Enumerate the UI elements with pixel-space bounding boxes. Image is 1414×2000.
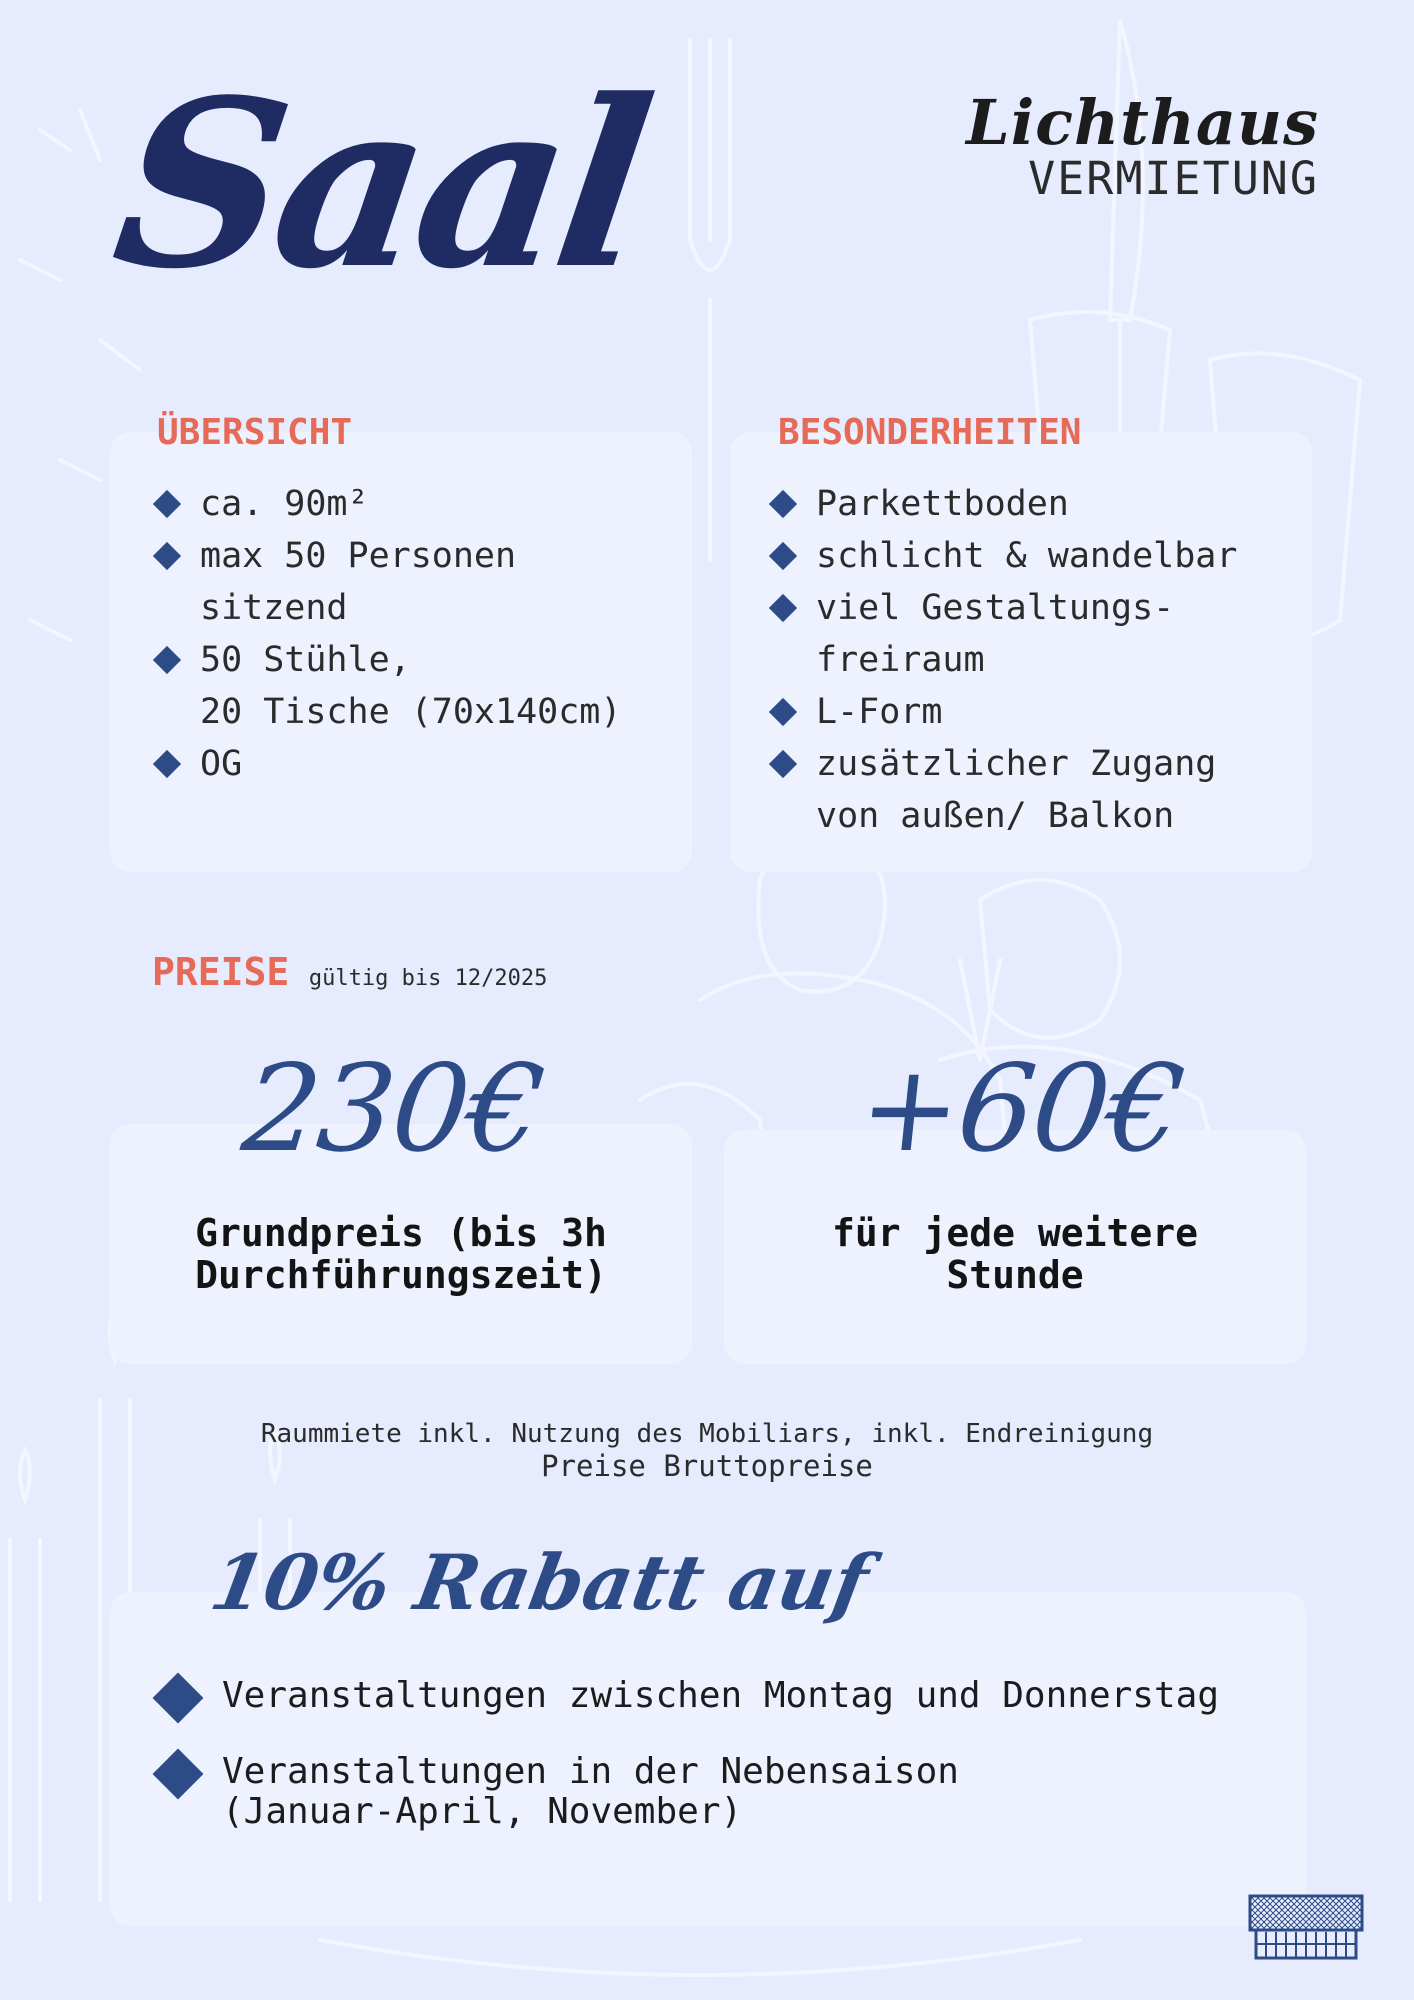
diamond-icon: [769, 594, 797, 622]
discount-heading: 10% Rabatt auf: [204, 1538, 875, 1627]
diamond-icon: [153, 646, 181, 674]
overview-item-text: max 50 Personen sitzend: [200, 536, 517, 628]
list-item: [766, 478, 1306, 530]
overview-list: [150, 478, 680, 790]
prices-validity-note: gültig bis 12/2025: [308, 966, 548, 991]
list-item: [150, 634, 680, 738]
list-item: [150, 478, 680, 530]
brand-name: Lichthaus: [966, 86, 1319, 159]
features-heading: BESONDERHEITEN: [778, 412, 1082, 453]
price-note-line: Preise Bruttopreise: [541, 1449, 873, 1483]
list-item: [766, 582, 1306, 686]
page-title: Saal: [101, 50, 659, 320]
list-item: [150, 738, 680, 790]
discount-item-text: Veranstaltungen zwischen Montag und Donnerstag: [222, 1675, 1219, 1716]
extra-price-value: +60€: [852, 1040, 1189, 1179]
overview-item-text: OG: [200, 744, 243, 784]
list-item: [766, 738, 1306, 842]
diamond-icon: [769, 698, 797, 726]
list-item: [152, 1676, 1219, 1716]
overview-item-text: 50 Stühle, 20 Tische (70x140cm): [200, 640, 622, 732]
prices-heading: PREISE: [152, 950, 290, 994]
base-price-description: Grundpreis (bis 3h Durchführungszeit): [195, 1211, 607, 1297]
feature-item-text: schlicht & wandelbar: [816, 536, 1238, 576]
features-list: [766, 478, 1306, 842]
brand-subtitle: VERMIETUNG: [1028, 152, 1319, 205]
prices-heading-row: [152, 950, 547, 994]
diamond-icon: [153, 1673, 204, 1724]
diamond-icon: [769, 490, 797, 518]
overview-item-text: ca. 90m²: [200, 484, 369, 524]
diamond-icon: [153, 1749, 204, 1800]
diamond-icon: [769, 542, 797, 570]
diamond-icon: [153, 542, 181, 570]
price-notes: [0, 1418, 1414, 1482]
diamond-icon: [153, 750, 181, 778]
discount-list: [152, 1676, 1219, 1868]
house-icon: [1246, 1892, 1366, 1962]
feature-item-text: viel Gestaltungs- freiraum: [816, 588, 1175, 680]
base-price-value: 230€: [236, 1040, 549, 1179]
feature-item-text: zusätzlicher Zugang von außen/ Balkon: [816, 744, 1217, 836]
list-item: [150, 530, 680, 634]
diamond-icon: [769, 750, 797, 778]
extra-price-description: für jede weitere Stunde: [831, 1211, 1199, 1297]
feature-item-text: Parkettboden: [816, 484, 1069, 524]
list-item: [766, 530, 1306, 582]
feature-item-text: L-Form: [816, 692, 943, 732]
price-note-line: Raummiete inkl. Nutzung des Mobiliars, inkl. Endreinigung: [260, 1419, 1154, 1449]
overview-heading: ÜBERSICHT: [157, 412, 353, 453]
list-item: [766, 686, 1306, 738]
diamond-icon: [153, 490, 181, 518]
list-item: [152, 1752, 1219, 1832]
brand-logo: [966, 86, 1319, 205]
discount-item-text: Veranstaltungen in der Nebensaison (Januar-April, November): [222, 1751, 959, 1832]
